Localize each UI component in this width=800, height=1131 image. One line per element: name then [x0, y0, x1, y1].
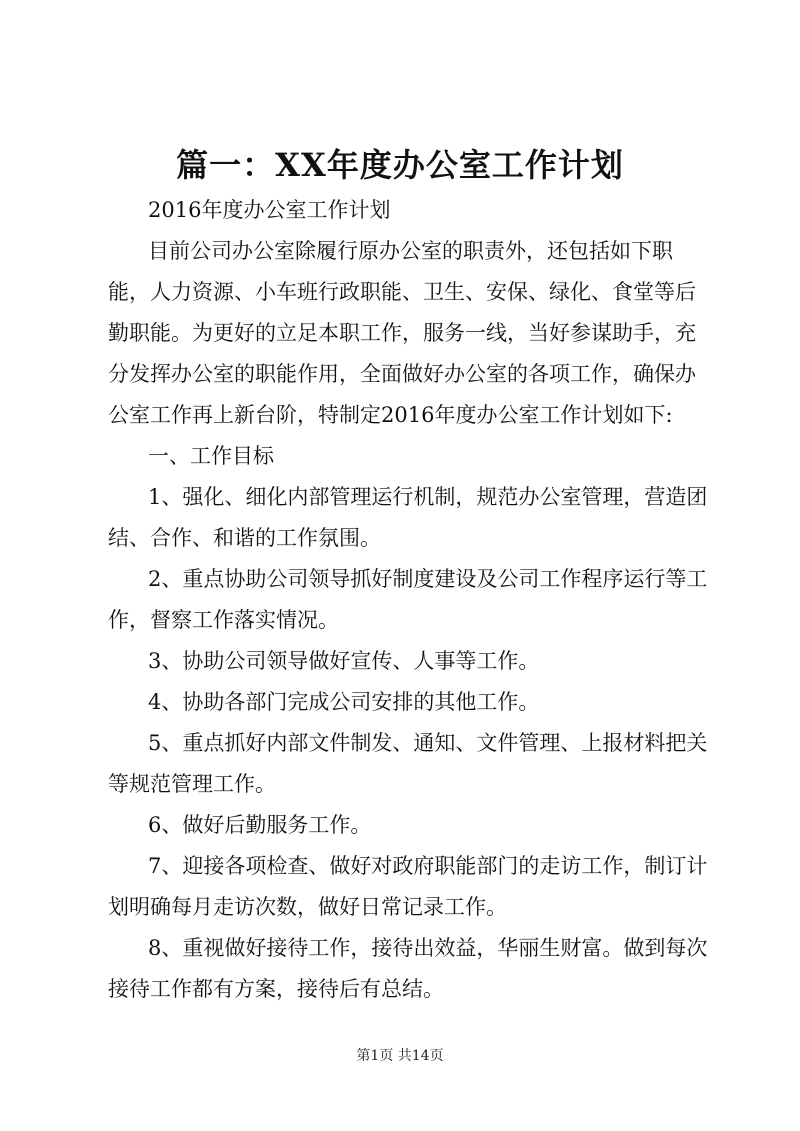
paragraph-subtitle: 2016年度办公室工作计划	[148, 198, 391, 222]
section-heading: 一、工作目标	[148, 444, 274, 468]
list-item-6: 6、做好后勤服务工作。	[148, 813, 372, 837]
list-item-8: 8、重视做好接待工作，接待出效益，华丽生财富。做到每次接待工作都有方案，接待后有总结。	[108, 936, 708, 1001]
list-item-1: 1、强化、细化内部管理运行机制，规范办公室管理，营造团结、合作、和谐的工作氛围。	[108, 485, 708, 550]
list-item-2: 2、重点协助公司领导抓好制度建设及公司工作程序运行等工作，督察工作落实情况。	[108, 567, 708, 632]
document-body	[108, 190, 708, 1010]
document-title: 篇一：XX年度办公室工作计划	[176, 146, 624, 184]
paragraph-intro: 目前公司办公室除履行原办公室的职责外，还包括如下职能，人力资源、小车班行政职能、卫生、安保、绿化、食堂等后勤职能。为更好的立足本职工作，服务一线，当好参谋助手，充分发挥办公室的职能作用，全面做好办公室的各项工作，确保办公室工作再上新台阶，特制定2016年度办公室工作计划如下:	[108, 239, 696, 427]
list-item-4: 4、协助各部门完成公司安排的其他工作。	[148, 690, 540, 714]
page-footer: 第1页 共14页	[356, 1048, 444, 1064]
list-item-5: 5、重点抓好内部文件制发、通知、文件管理、上报材料把关等规范管理工作。	[108, 731, 708, 796]
list-item-3: 3、协助公司领导做好宣传、人事等工作。	[148, 649, 540, 673]
list-item-7: 7、迎接各项检查、做好对政府职能部门的走访工作，制订计划明确每月走访次数，做好日常记录工作。	[108, 854, 708, 919]
